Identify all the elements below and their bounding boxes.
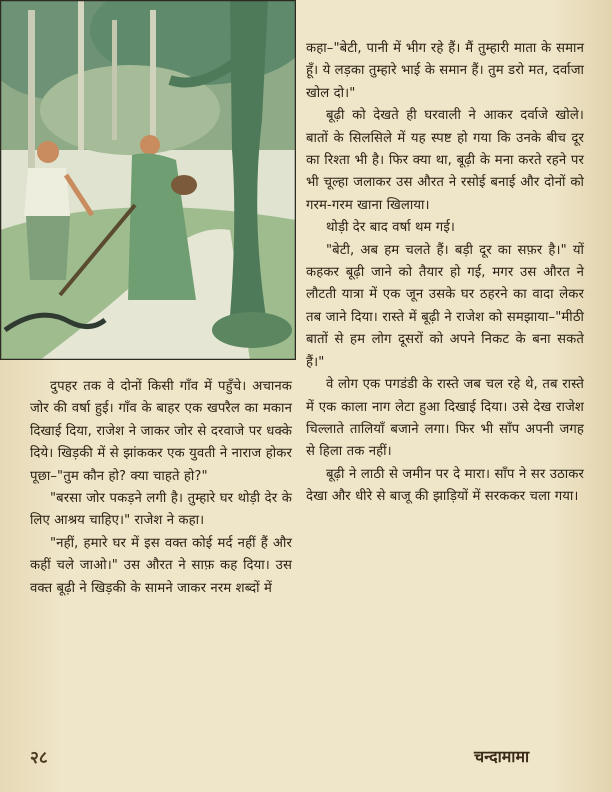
paragraph: "बरसा जोर पकड़ने लगी है। तुम्हारे घर थोड़ी देर के लिए आश्रय चाहिए।" राजेश ने कहा। <box>30 491 292 529</box>
magazine-name: चन्दामामा <box>474 747 530 766</box>
paragraph: थोड़ी देर बाद वर्षा थम गई। <box>326 220 455 236</box>
forest-illustration <box>0 0 296 360</box>
paragraph: कहा–"बेटी, पानी में भीग रहे हैं। मैं तुम्हारी माता के समान हूँ। ये लड़का तुम्हारे भाई के समान हैं। तुम डरो मत, दर्वाजा खोल दो।" <box>306 41 584 101</box>
paragraph: "नहीं, हमारे घर में इस वक्त कोई मर्द नहीं हैं और कहीं चले जाओ।" उस औरत ने साफ़ कह दिया। उस वक्त बूढ़ी ने खिड़की के सामने जाकर नरम शब्दों में <box>30 535 292 596</box>
paragraph: दुपहर तक वे दोनों किसी गाँव में पहुँचे। अचानक जोर की वर्षा हुई। गाँव के बाहर एक खपरैल का मकान दिखाई दिया, राजेश ने जाकर जोर से दरवाजे पर धक्के दिये। खिड़की में से झांककर एक युवती ने नाराज होकर पूछा–"तुम कौन हो? क्या चाहते हो?" <box>30 379 292 484</box>
paragraph: बूढ़ी ने लाठी से जमीन पर दे मारा। साँप ने सर उठाकर देखा और धीरे से बाजू की झाड़ियों में सरककर चला गया। <box>306 466 584 505</box>
paragraph: बूढ़ी को देखते ही घरवाली ने आकर दर्वाजे खोले। बातों के सिलसिले में यह स्पष्ट हो गया कि उनके बीच दूर का रिश्ता भी है। फिर क्या था, बूढ़ी के मना करते रहने पर भी चूल्हा जलाकर उस औरत ने रसोई बनाई और दोनों को गरम-गरम खाना खिलाया। <box>306 108 584 213</box>
left-column-text <box>30 376 292 600</box>
page-number: २८ <box>30 748 48 768</box>
paragraph: वे लोग एक पगडंडी के रास्ते जब चल रहे थे, तब रास्ते में एक काला नाग लेटा हुआ दिखाई दिया। उसे देख राजेश चिल्लाते तालियाँ बजाने लगा। फिर भी साँप अपनी जगह से हिला तक नहीं। <box>306 377 584 460</box>
paragraph: "बेटी, अब हम चलते हैं। बड़ी दूर का सफ़र है।" यों कहकर बूढ़ी जाने को तैयार हो गई, मगर उस औरत ने लौटती यात्रा में एक जून उसके घर ठहरने का वादा लेकर तब जाने दिया। रास्ते में बूढ़ी ने राजेश को समझाया–"मीठी बातों से हम लोग दूसरों को अपने निकट के बना सकते हैं।" <box>306 242 584 370</box>
right-column-text <box>306 38 584 509</box>
